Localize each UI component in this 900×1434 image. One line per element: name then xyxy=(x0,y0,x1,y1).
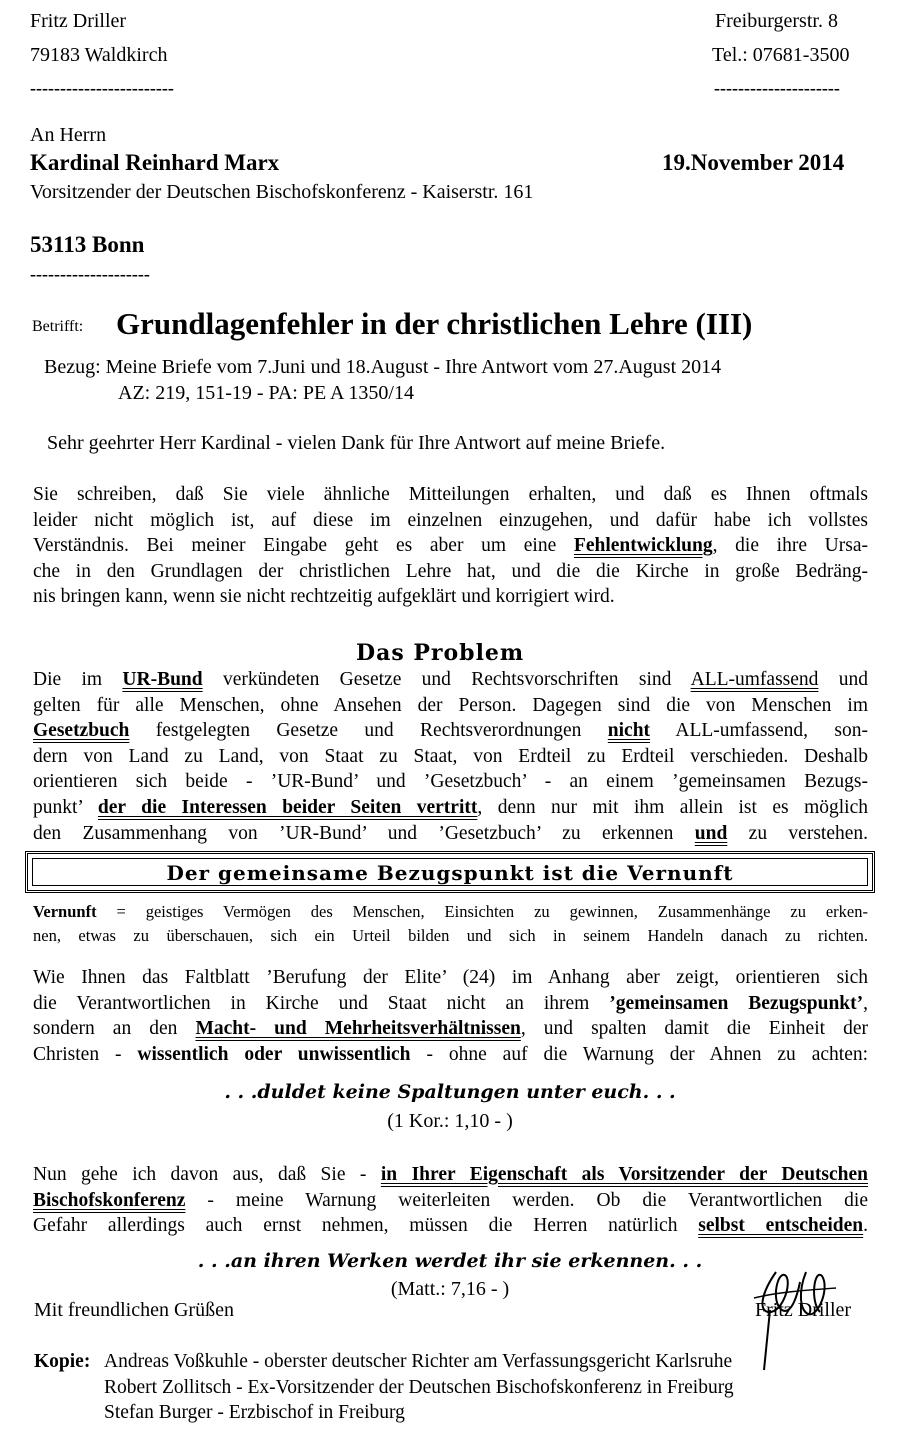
emphasis-und: und xyxy=(694,822,728,844)
text-span: zu verstehen. xyxy=(748,822,869,844)
recipient-city: 53113 Bonn xyxy=(30,232,145,257)
subject-reference: Bezug: Meine Briefe vom 7.Juni und 18.August - Ihre Antwort vom 27.August 2014 xyxy=(44,356,722,378)
text-span: und xyxy=(838,669,868,690)
copy-label: Kopie: xyxy=(34,1351,91,1372)
emphasis-selbst-entscheiden: selbst entscheiden xyxy=(698,1215,864,1237)
text-line xyxy=(33,1016,868,1042)
box-heading: Der gemeinsame Bezugspunkt ist die Vernunft xyxy=(166,861,734,885)
text-line: Wie Ihnen das Faltblatt ’Berufung der Elite’ (24) im Anhang aber zeigt, orientieren sich xyxy=(33,967,868,988)
text-line xyxy=(33,821,868,847)
definition-vernunft xyxy=(33,900,868,948)
text-span: , xyxy=(863,992,869,1014)
definition-line: nen, etwas zu überschauen, sich ein Urteil bilden und sich in seinem Handeln danach zu richten. xyxy=(33,926,868,945)
text-line: nis bringen kann, wenn sie nicht rechtzeitig aufgeklärt und korrigiert wird. xyxy=(33,586,615,608)
text-line: che in den Grundlagen der christlichen Lehre hat, und die die Kirche in große Bedräng- xyxy=(33,560,868,582)
recipient-title: Vorsitzender der Deutschen Bischofskonferenz - Kaiserstr. 161 xyxy=(30,181,534,203)
emphasis-ur-bund: UR-Bund xyxy=(122,669,203,690)
text-line xyxy=(33,991,868,1017)
copy-recipient: Robert Zollitsch - Ex-Vorsitzender der Deutschen Bischofskonferenz in Freiburg xyxy=(104,1377,734,1398)
text-span: - ohne auf die Warnung der Ahnen zu achten: xyxy=(426,1043,869,1065)
subject-label: Betrifft: xyxy=(32,318,84,335)
recipient-salutation: An Herrn xyxy=(30,124,107,146)
text-span: Christen - xyxy=(33,1043,122,1065)
text-span: Nun gehe ich davon aus, daß Sie - xyxy=(33,1164,367,1185)
greeting: Sehr geehrter Herr Kardinal - vielen Dank für Ihre Antwort auf meine Briefe. xyxy=(47,432,666,454)
text-line xyxy=(33,667,868,693)
text-line xyxy=(33,1213,868,1239)
text-span: die Verantwortlichen in Kirche und Staat nicht an ihrem xyxy=(33,992,590,1014)
subject-title: Grundlagenfehler in der christlichen Lehre (III) xyxy=(116,306,753,341)
text-line xyxy=(33,1042,868,1068)
text-line: gelten für alle Menschen, ohne Ansehen der Person. Dagegen sind die von Menschen im xyxy=(33,694,868,716)
emphasis-gesetzbuch: Gesetzbuch xyxy=(33,720,130,742)
text-line xyxy=(33,1162,868,1188)
text-span: , denn nur mit ihm allein ist es möglich xyxy=(477,796,868,818)
handwritten-signature xyxy=(748,1262,838,1372)
copy-recipient: Andreas Voßkuhle - oberster deutscher Richter am Verfassungsgericht Karlsruhe xyxy=(104,1351,733,1372)
sender-phone: Tel.: 07681-3500 xyxy=(712,44,850,66)
text-span: Gefahr allerdings auch ernst nehmen, müssen die Herren natürlich xyxy=(33,1215,678,1237)
text-span: den Zusammenhang von ’UR-Bund’ und ’Gesetzbuch’ zu erkennen xyxy=(33,822,674,844)
emphasis-macht: Macht- und Mehrheitsverhältnissen xyxy=(195,1018,521,1040)
sender-rule: ------------------------ xyxy=(30,78,174,98)
sender-city: 79183 Waldkirch xyxy=(30,44,168,66)
emphasis-all-umfassend: ALL-umfassend xyxy=(690,669,819,690)
text-span: ALL-umfassend, son- xyxy=(675,720,868,742)
paragraph-problem xyxy=(33,667,868,846)
text-line: leider nicht möglich ist, auf diese im einzelnen einzugehen, und dafür habe ich vollstes xyxy=(33,509,868,531)
emphasis-bischofskonferenz: Bischofskonferenz xyxy=(33,1189,186,1211)
quote-matthaeus: . . .an ihren Werken werdet ihr sie erkennen. . . xyxy=(197,1250,703,1272)
text-line: Sie schreiben, daß Sie viele ähnliche Mitteilungen erhalten, und daß es Ihnen oftmals xyxy=(33,484,868,505)
text-span: sondern an den xyxy=(33,1018,178,1040)
definition-line xyxy=(33,900,868,924)
definition-term: Vernunft xyxy=(33,902,97,921)
text-line xyxy=(33,718,868,744)
recipient-rule: -------------------- xyxy=(30,264,150,284)
text-span: , die ihre Ursa- xyxy=(712,535,868,557)
emphasis-nicht: nicht xyxy=(607,720,651,742)
text-span: . xyxy=(863,1215,869,1237)
signature-name: Fritz Driller xyxy=(755,1299,852,1321)
quote-matthaeus-ref: (Matt.: 7,16 - ) xyxy=(390,1278,510,1300)
text-span: , und spalten damit die Einheit der xyxy=(520,1018,868,1040)
bezugspunkt-box xyxy=(25,851,875,893)
quote-korinther-ref: (1 Kor.: 1,10 - ) xyxy=(387,1110,513,1132)
emphasis-bezugspunkt: ’gemeinsamen Bezugspunkt’ xyxy=(609,992,864,1014)
text-span: punkt’ xyxy=(33,796,83,818)
text-line xyxy=(33,795,868,821)
recipient-name: Kardinal Reinhard Marx xyxy=(30,150,280,175)
paragraph-intro xyxy=(33,482,868,610)
text-span: Verständnis. Bei meiner Eingabe geht es aber um eine xyxy=(33,535,557,557)
text-line xyxy=(33,1188,868,1214)
paragraph-elite xyxy=(33,965,868,1067)
text-line: orientieren sich beide - ’UR-Bund’ und ’Gesetzbuch’ - an einem ’gemeinsamen Bezugs- xyxy=(33,771,868,793)
sender-rule-right: --------------------- xyxy=(714,78,840,98)
emphasis-fehlentwicklung: Fehlentwicklung xyxy=(573,535,713,557)
quote-korinther: . . .duldet keine Spaltungen unter euch. . . xyxy=(224,1081,676,1103)
text-span: festgelegten Gesetze und Rechtsverordnungen xyxy=(155,720,582,742)
sender-street: Freiburgerstr. 8 xyxy=(715,10,838,32)
letter-date: 19.November 2014 xyxy=(662,150,845,175)
copy-recipient: Stefan Burger - Erzbischof in Freiburg xyxy=(104,1402,405,1423)
sender-name: Fritz Driller xyxy=(30,10,127,32)
text-span: - meine Warnung weiterleiten werden. Ob die Verantwortlichen die xyxy=(207,1189,869,1211)
closing-greeting: Mit freundlichen Grüßen xyxy=(34,1299,234,1321)
subject-file-number: AZ: 219, 151-19 - PA: PE A 1350/14 xyxy=(118,382,414,404)
text-span: Die im xyxy=(33,669,103,690)
emphasis-eigenschaft: in Ihrer Eigenschaft als Vorsitzender der Deutschen xyxy=(380,1164,869,1185)
text-span: = geistiges Vermögen des Menschen, Einsichten zu gewinnen, Zusammenhänge zu erken- xyxy=(96,902,868,921)
text-line: dern von Land zu Land, von Staat zu Staat, von Erdteil zu Erdteil verschieden. Deshalb xyxy=(33,745,868,767)
section-heading-problem: Das Problem xyxy=(356,640,525,666)
paragraph-warnung xyxy=(33,1162,868,1239)
emphasis-interessen: der die Interessen beider Seiten vertritt xyxy=(97,796,478,818)
text-span: verkündeten Gesetze und Rechtsvorschriften sind xyxy=(222,669,672,690)
text-line xyxy=(33,533,868,559)
emphasis-wissentlich: wissentlich oder unwissentlich xyxy=(137,1043,411,1065)
